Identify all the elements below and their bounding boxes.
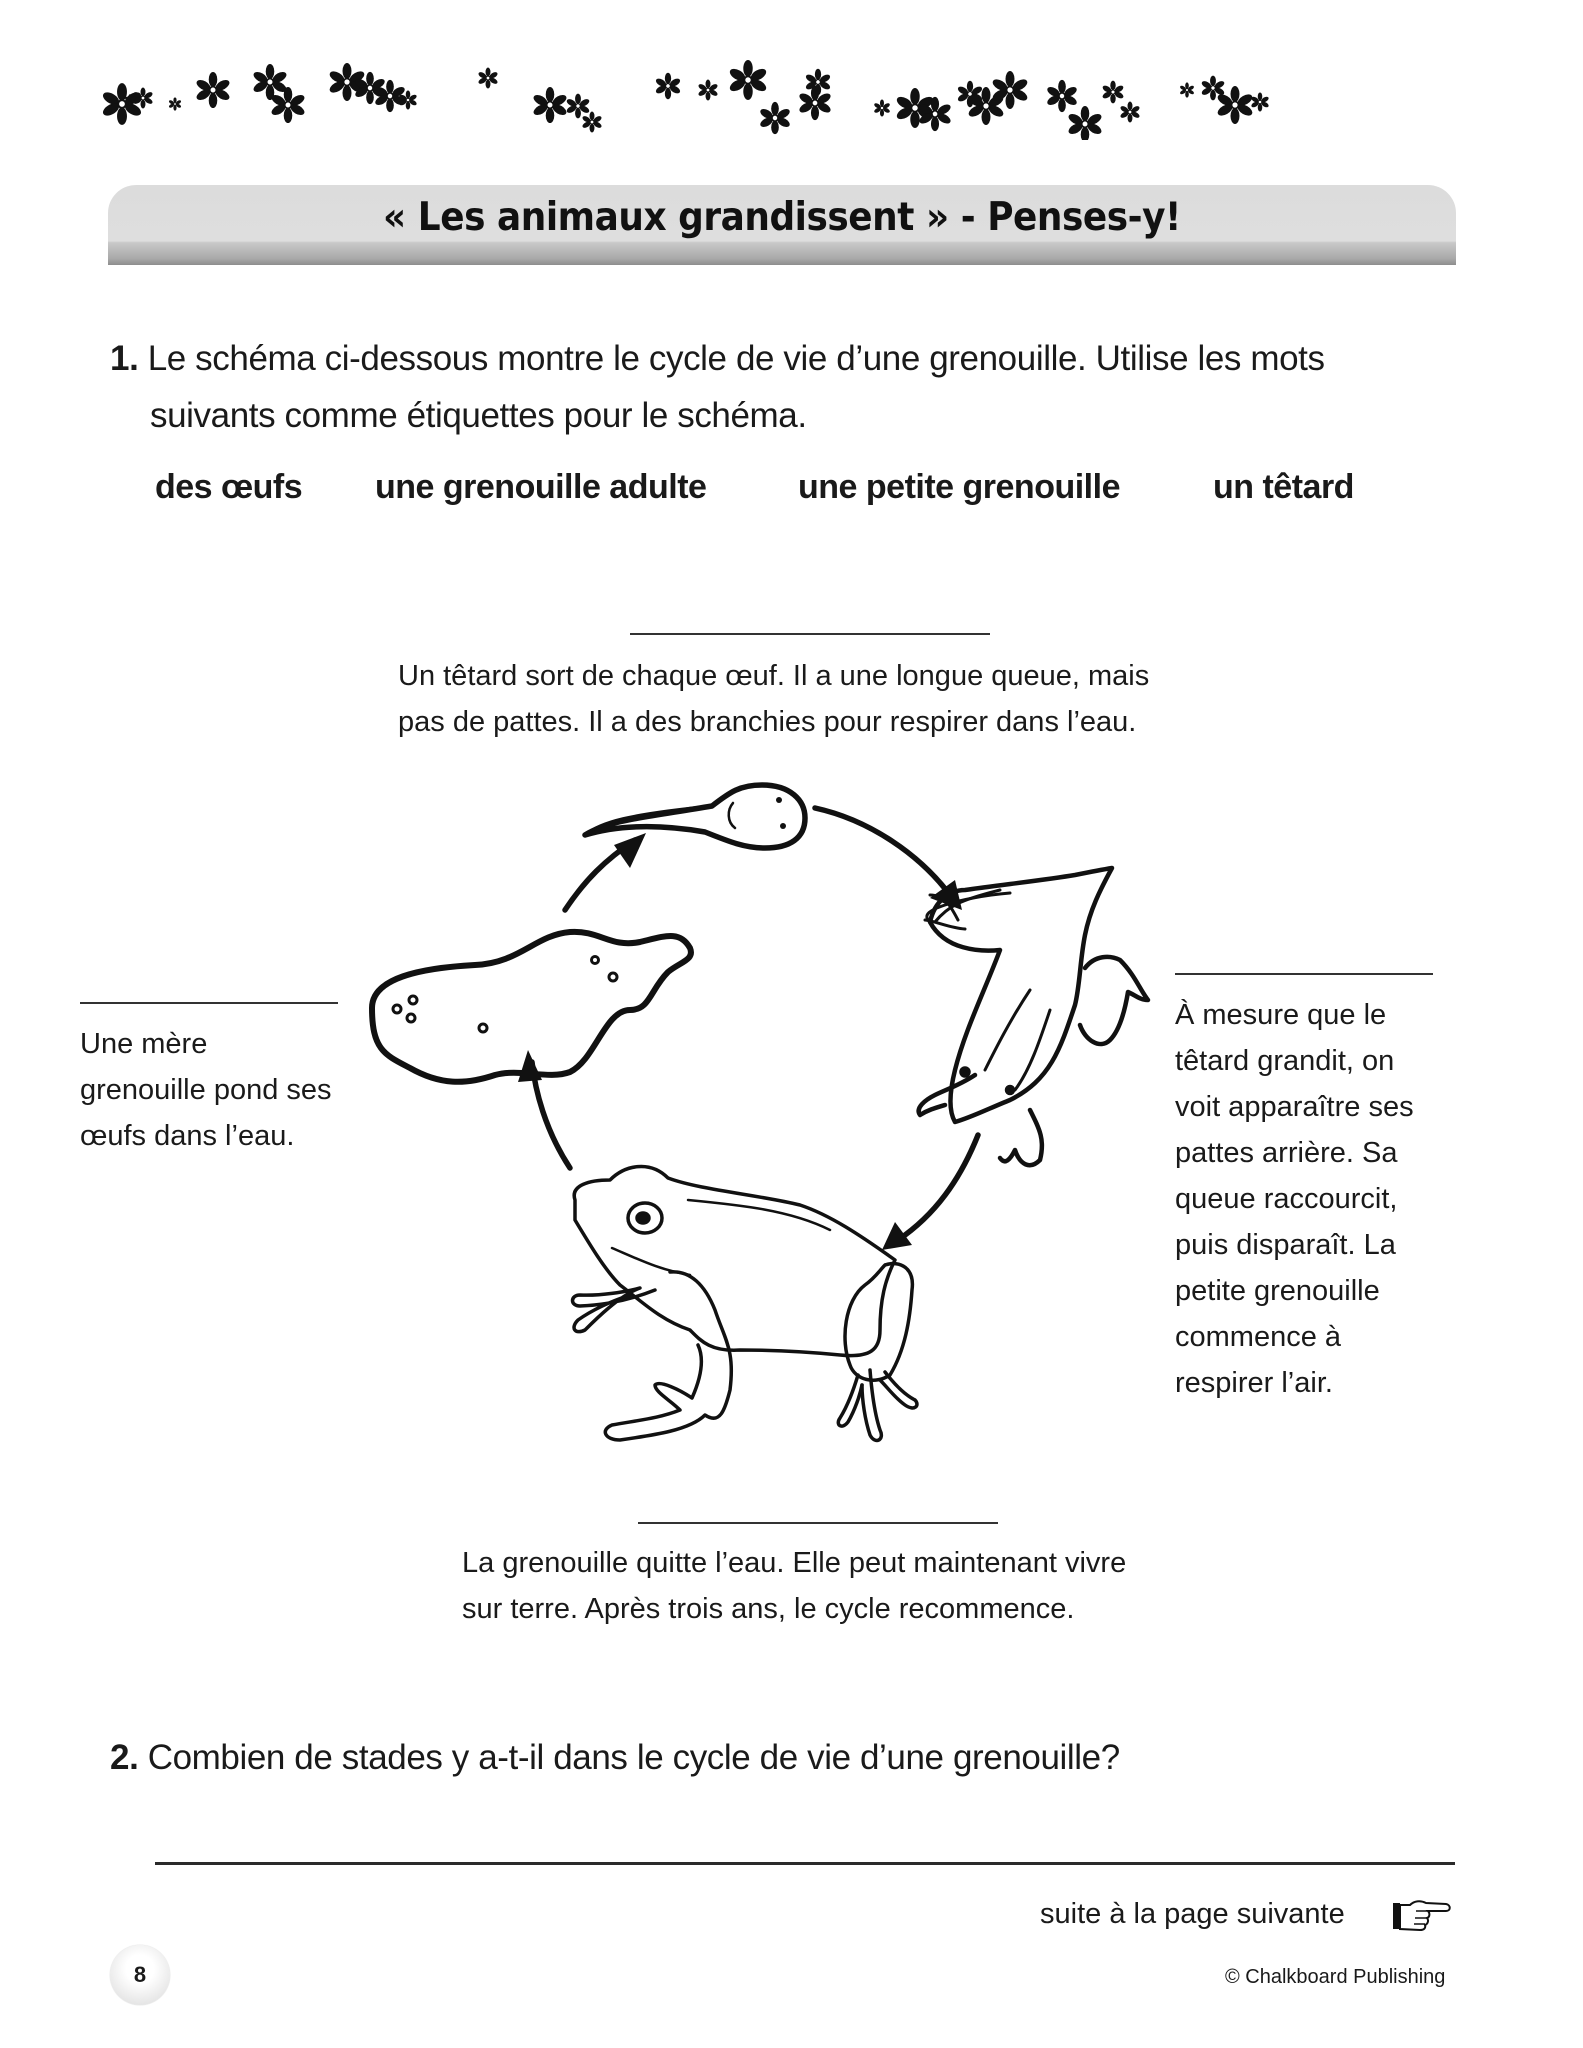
copyright-notice: © Chalkboard Publishing [1225, 1966, 1446, 1988]
question-2-text: Combien de stades y a-t-il dans le cycle de vie d’une grenouille? [147, 1738, 1120, 1777]
question-2-number: 2. [110, 1738, 139, 1777]
froglet-illustration [919, 868, 1148, 1165]
description-line: queue raccourcit, [1175, 1183, 1398, 1215]
description-line: petite grenouille [1175, 1275, 1380, 1307]
word-bank-item: un têtard [1213, 468, 1354, 506]
question-1-line1: Le schéma ci-dessous montre le cycle de vie d’une grenouille. Utilise les mots [147, 339, 1325, 378]
description-line: respirer l’air. [1175, 1367, 1333, 1399]
description-line: Un têtard sort de chaque œuf. Il a une longue queue, mais [398, 660, 1150, 692]
pointing-hand-icon [1390, 1895, 1452, 1935]
description-line: pattes arrière. Sa [1175, 1137, 1398, 1169]
adult-frog-illustration [573, 1166, 917, 1440]
description-line: grenouille pond ses [80, 1074, 332, 1106]
page-title: « Les animaux grandissent » - Penses-y! [383, 195, 1181, 240]
question-1-number: 1. [110, 339, 139, 378]
continue-text: suite à la page suivante [1040, 1898, 1345, 1930]
description-line: À mesure que le [1175, 999, 1387, 1031]
description-line: puis disparaît. La [1175, 1229, 1396, 1261]
word-bank-item: des œufs [155, 468, 303, 506]
description-line: têtard grandit, on [1175, 1045, 1395, 1077]
description-line: commence à [1175, 1321, 1342, 1353]
page-number-badge [110, 1945, 170, 2005]
arrow-froglet-to-adult [898, 1135, 978, 1240]
description-line: La grenouille quitte l’eau. Elle peut maintenant vivre [462, 1547, 1127, 1579]
description-line: sur terre. Après trois ans, le cycle recommence. [462, 1593, 1075, 1625]
page-number: 8 [133, 1962, 147, 1987]
question-2 [110, 1738, 1120, 1778]
question-1-line2: suivants comme étiquettes pour le schéma. [150, 396, 807, 435]
word-bank-item: une petite grenouille [798, 468, 1120, 506]
answer-line-question-2[interactable] [155, 1862, 1455, 1865]
word-bank-item: une grenouille adulte [375, 468, 707, 506]
arrow-tadpole-to-froglet [815, 808, 950, 895]
arrowhead-icon [518, 1050, 542, 1082]
description-line: Une mère [80, 1028, 208, 1060]
description-line: pas de pattes. Il a des branchies pour respirer dans l’eau. [398, 706, 1137, 738]
tadpole-illustration [585, 785, 805, 848]
arrowhead-icon [614, 833, 646, 868]
description-line: œufs dans l’eau. [80, 1120, 295, 1152]
description-line: voit apparaître ses [1175, 1091, 1414, 1123]
